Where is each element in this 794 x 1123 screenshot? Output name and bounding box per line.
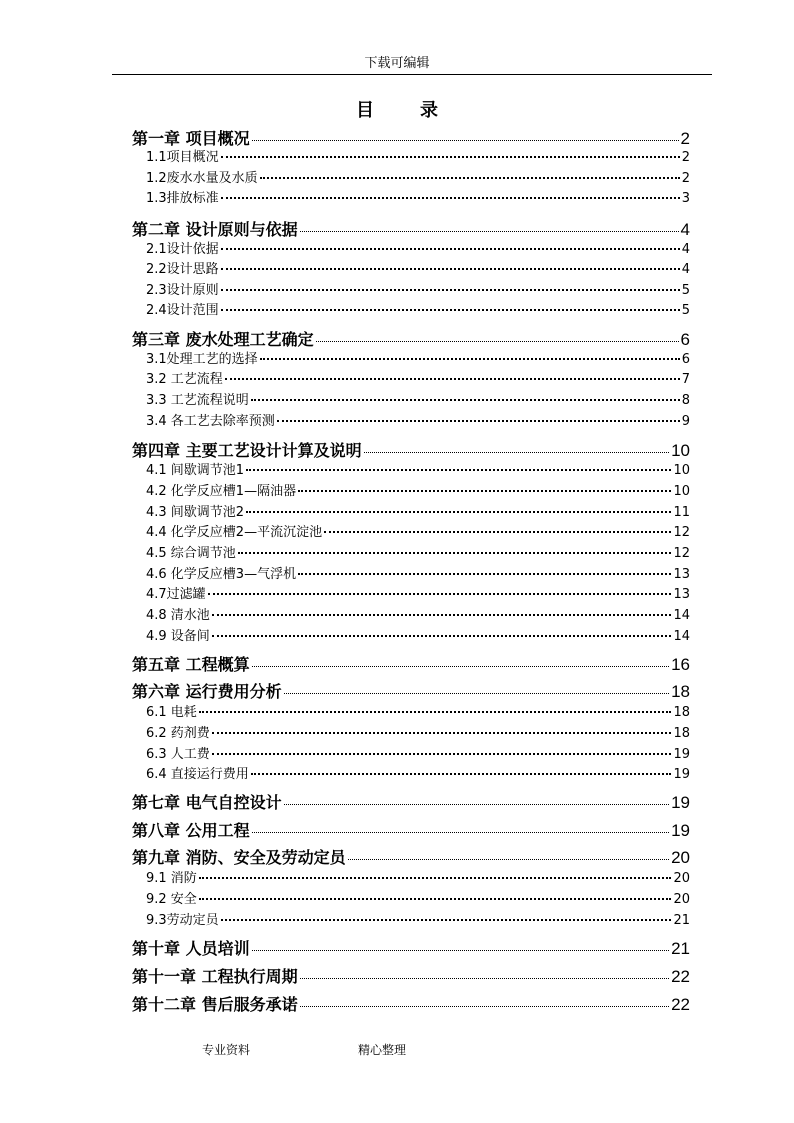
toc-dot-leader [252,140,679,141]
toc-dot-leader [364,452,670,453]
toc-chapter-entry[interactable] [132,994,690,1016]
toc-dot-leader [284,804,670,805]
toc-chapter-entry[interactable] [132,128,690,150]
toc-dot-leader [246,469,671,471]
toc-entry-page: 19 [673,747,690,762]
toc-dot-leader [284,693,670,694]
toc-entry-page: 20 [673,871,690,886]
toc-dot-leader [212,753,672,755]
toc-section-entry[interactable] [146,461,690,481]
toc-entry-label: 2.4设计范围 [146,303,219,318]
toc-dot-leader [199,898,672,900]
toc-entry-page: 10 [673,484,690,499]
toc-section-entry[interactable] [146,370,690,390]
toc-dot-leader [251,773,672,775]
toc-entry-label: 第三章 废水处理工艺确定 [132,330,314,349]
toc-section-entry[interactable] [146,503,690,523]
toc-chapter-entry[interactable] [132,440,690,462]
toc-entry-label: 1.3排放标准 [146,191,219,206]
toc-section-entry[interactable] [146,703,690,723]
toc-entry-page: 3 [681,191,690,206]
toc-dot-leader [316,341,679,342]
toc-entry-page: 13 [673,567,690,582]
toc-dot-leader [212,635,672,637]
toc-dot-leader [252,666,670,667]
toc-chapter-entry[interactable] [132,966,690,988]
toc-section-entry[interactable] [146,148,690,168]
toc-dot-leader [221,268,680,270]
toc-entry-page: 12 [673,546,690,561]
toc-dot-leader [238,552,672,554]
toc-title-left: 目 [356,100,374,121]
toc-section-entry[interactable] [146,391,690,411]
toc-section-entry[interactable] [146,869,690,889]
page-header: 下载可编辑 [364,56,430,71]
toc-entry-page: 22 [671,995,690,1014]
toc-chapter-entry[interactable] [132,654,690,676]
toc-dot-leader [251,399,680,401]
toc-entry-page: 13 [673,587,690,602]
toc-section-entry[interactable] [146,169,690,189]
toc-section-entry[interactable] [146,890,690,910]
toc-section-entry[interactable] [146,301,690,321]
toc-entry-page: 19 [671,821,690,840]
toc-section-entry[interactable] [146,724,690,744]
toc-entry-page: 21 [673,913,690,928]
toc-entry-label: 4.6 化学反应槽3—气浮机 [146,567,297,582]
toc-entry-page: 20 [671,848,690,867]
toc-entry-page: 5 [681,303,690,318]
toc-entry-page: 19 [673,767,690,782]
toc-section-entry[interactable] [146,412,690,432]
toc-entry-label: 4.4 化学反应槽2—平流沉淀池 [146,525,323,540]
toc-entry-label: 第四章 主要工艺设计计算及说明 [132,441,362,460]
toc-entry-label: 3.2 工艺流程 [146,372,223,387]
toc-section-entry[interactable] [146,260,690,280]
toc-entry-label: 第六章 运行费用分析 [132,682,282,701]
toc-dot-leader [221,289,680,291]
toc-entry-label: 第五章 工程概算 [132,655,250,674]
toc-dot-leader [221,248,680,250]
toc-chapter-entry[interactable] [132,681,690,703]
toc-dot-leader [225,378,680,380]
toc-entry-page: 12 [673,525,690,540]
toc-chapter-entry[interactable] [132,820,690,842]
toc-entry-label: 3.4 各工艺去除率预测 [146,414,275,429]
toc-entry-page: 2 [681,150,690,165]
toc-entry-label: 第九章 消防、安全及劳动定员 [132,848,346,867]
toc-entry-label: 第八章 公用工程 [132,821,250,840]
header-divider [112,74,712,75]
toc-entry-label: 第二章 设计原则与依据 [132,220,298,239]
toc-dot-leader [260,177,680,179]
toc-dot-leader [348,859,670,860]
toc-section-entry[interactable] [146,606,690,626]
toc-entry-label: 2.1设计依据 [146,242,219,257]
toc-section-entry[interactable] [146,585,690,605]
toc-entry-label: 3.1处理工艺的选择 [146,352,258,367]
toc-entry-label: 4.1 间歇调节池1 [146,463,245,478]
toc-entry-label: 第十章 人员培训 [132,939,250,958]
toc-entry-page: 5 [681,283,690,298]
toc-section-entry[interactable] [146,627,690,647]
toc-section-entry[interactable] [146,745,690,765]
toc-dot-leader [298,490,671,492]
toc-dot-leader [252,950,670,951]
toc-dot-leader [300,1006,670,1007]
toc-dot-leader [221,919,672,921]
footer-right: 精心整理 [358,1043,407,1057]
toc-chapter-entry[interactable] [132,792,690,814]
toc-dot-leader [260,358,680,360]
toc-dot-leader [199,877,672,879]
toc-entry-label: 第七章 电气自控设计 [132,793,282,812]
toc-entry-page: 10 [673,463,690,478]
toc-chapter-entry[interactable] [132,938,690,960]
toc-entry-label: 9.2 安全 [146,892,197,907]
toc-entry-label: 9.1 消防 [146,871,197,886]
toc-section-entry[interactable] [146,523,690,543]
toc-entry-page: 18 [673,726,690,741]
toc-dot-leader [221,197,680,199]
toc-dot-leader [221,309,680,311]
toc-entry-page: 14 [673,608,690,623]
toc-entry-label: 4.2 化学反应槽1—隔油器 [146,484,297,499]
toc-entry-page: 2 [680,129,690,148]
toc-section-entry[interactable] [146,350,690,370]
toc-entry-page: 22 [671,967,690,986]
toc-entry-page: 18 [671,682,690,701]
toc-entry-page: 6 [680,330,690,349]
toc-entry-label: 6.2 药剂费 [146,726,210,741]
toc-dot-leader [277,420,680,422]
toc-entry-label: 4.7过滤罐 [146,587,206,602]
toc-dot-leader [199,711,672,713]
toc-chapter-entry[interactable] [132,847,690,869]
toc-entry-label: 第十二章 售后服务承诺 [132,995,298,1014]
toc-section-entry[interactable] [146,189,690,209]
toc-entry-label: 4.8 清水池 [146,608,210,623]
toc-entry-label: 第一章 项目概况 [132,129,250,148]
toc-section-entry[interactable] [146,911,690,931]
toc-entry-page: 14 [673,629,690,644]
toc-section-entry[interactable] [146,281,690,301]
toc-entry-page: 11 [673,505,690,520]
toc-dot-leader [208,593,672,595]
toc-entry-label: 4.3 间歇调节池2 [146,505,245,520]
toc-chapter-entry[interactable] [132,219,690,241]
toc-entry-label: 4.5 综合调节池 [146,546,236,561]
toc-section-entry[interactable] [146,544,690,564]
toc-entry-page: 4 [681,262,690,277]
toc-entry-label: 9.3劳动定员 [146,913,219,928]
toc-entry-page: 8 [681,393,690,408]
toc-entry-page: 2 [681,171,690,186]
toc-entry-label: 1.2废水水量及水质 [146,171,258,186]
toc-entry-page: 4 [681,242,690,257]
toc-section-entry[interactable] [146,482,690,502]
toc-entry-label: 1.1项目概况 [146,150,219,165]
toc-dot-leader [252,832,670,833]
toc-entry-page: 10 [671,441,690,460]
toc-entry-page: 20 [673,892,690,907]
toc-dot-leader [298,573,671,575]
toc-section-entry[interactable] [146,565,690,585]
toc-entry-label: 6.1 电耗 [146,705,197,720]
toc-entry-label: 2.2设计思路 [146,262,219,277]
toc-entry-page: 16 [671,655,690,674]
toc-entry-page: 7 [681,372,690,387]
toc-entry-page: 4 [680,220,690,239]
toc-entry-label: 6.4 直接运行费用 [146,767,249,782]
toc-dot-leader [300,231,679,232]
toc-entry-page: 9 [681,414,690,429]
toc-chapter-entry[interactable] [132,329,690,351]
toc-entry-page: 19 [671,793,690,812]
toc-entry-page: 18 [673,705,690,720]
toc-entry-page: 6 [681,352,690,367]
toc-entry-label: 4.9 设备间 [146,629,210,644]
toc-entry-page: 21 [671,939,690,958]
toc-dot-leader [212,732,672,734]
toc-section-entry[interactable] [146,765,690,785]
toc-dot-leader [221,156,680,158]
toc-title-right: 录 [420,100,438,121]
toc-entry-label: 3.3 工艺流程说明 [146,393,249,408]
toc-dot-leader [212,614,672,616]
toc-entry-label: 第十一章 工程执行周期 [132,967,298,986]
toc-entry-label: 6.3 人工费 [146,747,210,762]
toc-dot-leader [246,511,671,513]
toc-entry-label: 2.3设计原则 [146,283,219,298]
toc-dot-leader [300,978,670,979]
toc-dot-leader [324,531,671,533]
footer-left: 专业资料 [202,1043,251,1057]
toc-section-entry[interactable] [146,240,690,260]
toc-title [0,100,794,122]
